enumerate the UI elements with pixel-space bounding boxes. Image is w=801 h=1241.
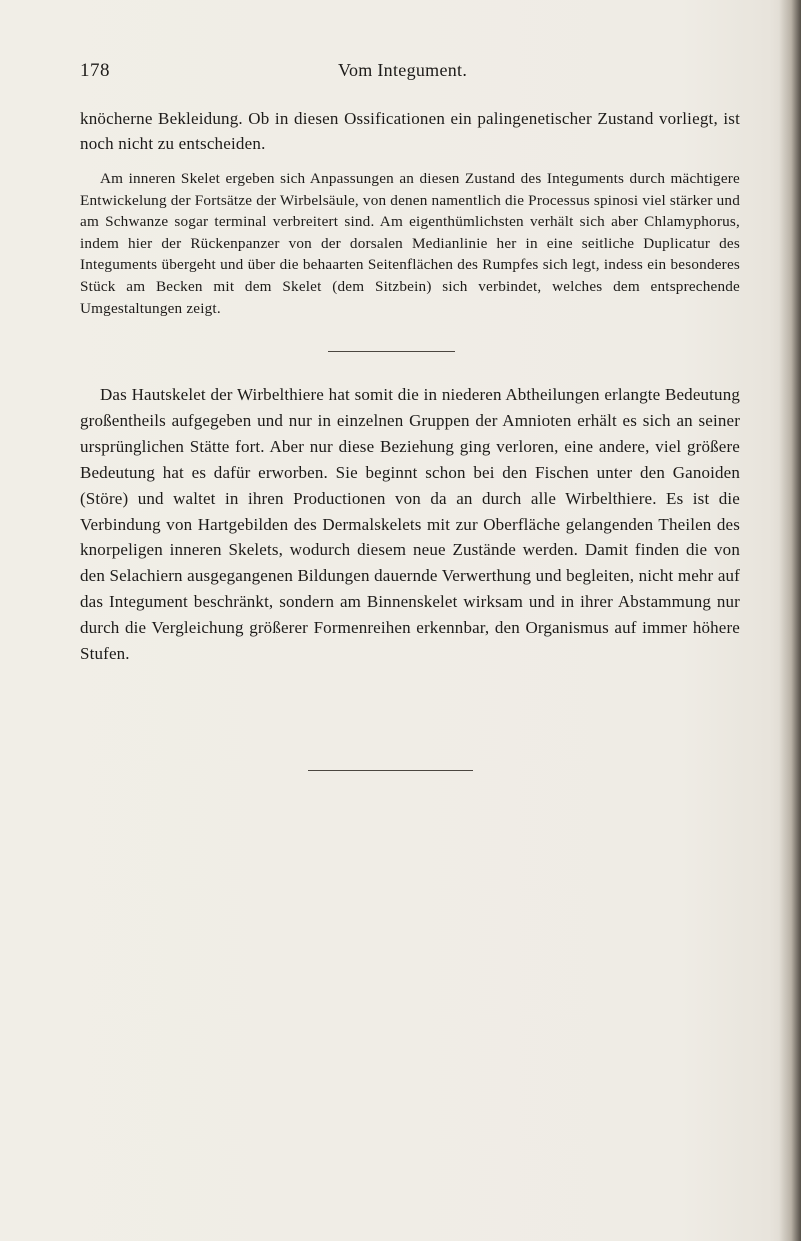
page-edge-shadow [779,0,801,1241]
page-header [80,60,740,90]
paragraph-main: Das Hautskelet der Wirbelthiere hat somit die in niederen Abtheilungen erlangte Bedeutung großentheils aufgegeben und nur in einzelnen Gruppen der Amnioten erhält es sich an seiner ursprünglichen Stätte fort. Aber nur diese Beziehung ging verloren, eine andere, viel größere Bedeutung hat es dafür erworben. Sie beginnt schon bei den Fischen unter den Ganoiden (Störe) und waltet in ihren Productionen von da an durch alle Wirbelthiere. Es ist die Verbindung von Hartgebilden des Dermalskelets mit zur Oberfläche gelangenden Theilen des knorpeligen inneren Skelets, wodurch diesem neue Zustände werden. Damit finden die von den Selachiern ausgegangenen Bildungen dauernde Verwerthung und begleiten, nicht mehr auf das Integument beschränkt, sondern am Binnenskelet wirksam und in ihrer Abstammung nur durch die Vergleichung größerer Formenreihen erkennbar, den Organismus auf immer höhere Stufen. [80,385,740,664]
end-rule [308,770,473,771]
paragraph-small-print: Am inneren Skelet ergeben sich Anpassungen an diesen Zustand des Integuments durch mächtigere Entwickelung der Fortsätze der Wirbelsäule, von denen namentlich die Processus spinosi viel stärker und am Schwanze sogar terminal verbreitert sind. Am eigenthümlichsten verhält sich aber Chlamyphorus, indem hier der Rückenpanzer von der dorsalen Medianlinie her in eine seitliche Duplicatur des Integuments übergeht und über die behaarten Seitenflächen des Rumpfes sich legt, indess ein besonderes Stück am Becken mit dem Skelet (dem Sitzbein) sich verbindet, welches dem entsprechende Umgestaltungen zeigt. [80,170,740,317]
page-number: 178 [80,60,110,81]
running-head: Vom Integument. [338,60,468,80]
section-divider [328,351,455,352]
paragraph-continuation: knöcherne Bekleidung. Ob in diesen Ossificationen ein palingenetischer Zustand vorliegt, ist noch nicht zu entscheiden. [80,109,740,153]
